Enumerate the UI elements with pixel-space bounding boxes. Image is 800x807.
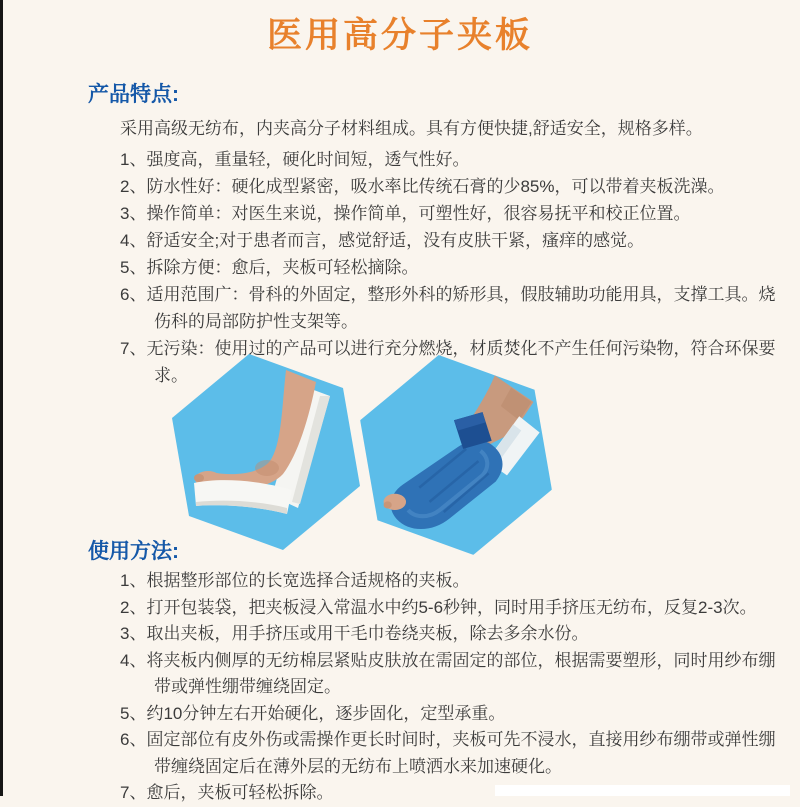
features-intro: 采用高级无纺布，内夹高分子材料组成。具有方便快捷,舒适安全，规格多样。 <box>120 119 703 138</box>
feature-item: 6、适用范围广：骨科的外固定，整形外科的矫形具，假肢辅助功能用具，支撑工具。烧伤科的局部防护性支架等。 <box>120 285 776 331</box>
feature-item: 7、无污染：使用过的产品可以进行充分燃烧，材质焚化不产生任何污染物，符合环保要求。 <box>120 339 776 385</box>
usage-step: 3、取出夹板，用手挤压或用干毛巾卷绕夹板，除去多余水份。 <box>120 624 589 643</box>
blue-bandage-ankle-photo <box>358 353 554 559</box>
features-heading: 产品特点: <box>88 83 179 106</box>
usage-list <box>120 568 800 807</box>
page-title: 医用高分子夹板 <box>266 16 533 55</box>
feature-item: 5、拆除方便：愈后，夹板可轻松摘除。 <box>120 258 419 277</box>
usage-step: 7、愈后，夹板可轻松拆除。 <box>120 783 334 802</box>
feature-item: 3、操作简单：对医生来说，操作简单，可塑性好，很容易抚平和校正位置。 <box>120 204 691 223</box>
usage-heading: 使用方法: <box>88 540 179 563</box>
usage-step: 1、根据整形部位的长宽选择合适规格的夹板。 <box>120 571 470 590</box>
usage-step: 4、将夹板内侧厚的无纺棉层紧贴皮肤放在需固定的部位，根据需要塑形，同时用纱布绷带或弹性绷带缠绕固定。 <box>120 650 776 696</box>
feature-item: 4、舒适安全;对于患者而言，感觉舒适，没有皮肤干紧，瘙痒的感觉。 <box>120 231 645 250</box>
usage-step: 5、约10分钟左右开始硬化，逐步固化，定型承重。 <box>120 703 506 723</box>
feature-item: 1、强度高，重量轻，硬化时间短，透气性好。 <box>120 150 470 169</box>
feature-item: 2、防水性好：硬化成型紧密，吸水率比传统石膏的少85%，可以带着夹板洗澡。 <box>120 177 725 196</box>
usage-step: 2、打开包装袋，把夹板浸入常温水中约5-6秒钟，同时用手挤压无纺布，反复2-3次。 <box>120 597 757 617</box>
hexagon-background <box>170 352 362 554</box>
usage-step: 6、固定部位有皮外伤或需操作更长时间时，夹板可先不浸水，直接用纱布绷带或弹性绷带缠绕固定后在薄外层的无纺布上喷洒水来加速硬化。 <box>120 730 776 776</box>
watermark-patch <box>495 785 790 796</box>
white-splint-leg-photo <box>170 352 362 554</box>
